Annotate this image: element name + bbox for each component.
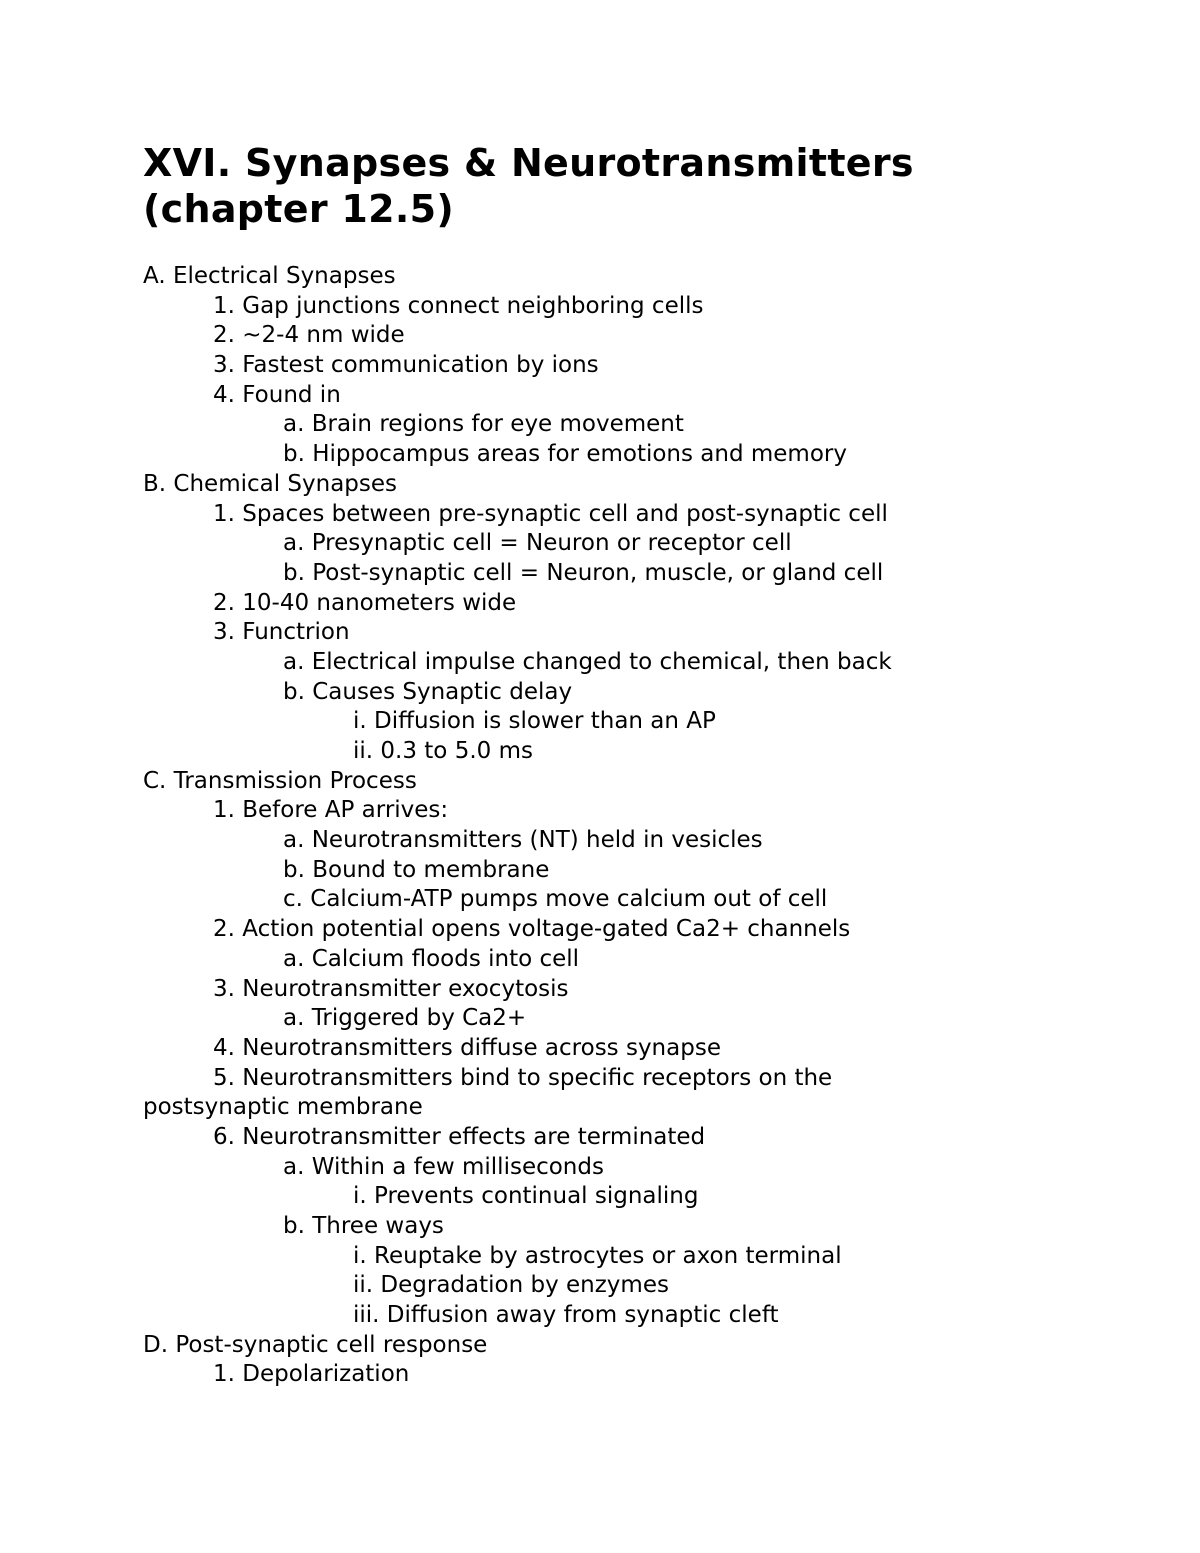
outline-item: 4. Neurotransmitters diffuse across synapse	[213, 1034, 721, 1061]
outline-item: A. Electrical Synapses	[143, 263, 396, 289]
outline-item: C. Transmission Process	[143, 767, 417, 794]
title-line-2: (chapter 12.5)	[143, 187, 455, 231]
outline-item: a. Triggered by Ca2+	[283, 1005, 527, 1032]
outline-item: 2. 10-40 nanometers wide	[213, 589, 517, 616]
outline-item: D. Post-synaptic cell response	[143, 1331, 488, 1358]
outline-item: a. Calcium floods into cell	[283, 945, 580, 972]
outline-item: 1. Depolarization	[213, 1361, 410, 1388]
outline-item: b. Three ways	[283, 1213, 444, 1239]
outline-item: c. Calcium-ATP pumps move calcium out of cell	[283, 886, 828, 913]
outline-item: 5. Neurotransmitters bind to specific receptors on the	[213, 1064, 833, 1091]
outline-item: b. Hippocampus areas for emotions and memory	[283, 441, 847, 468]
outline-item: 2. ~2-4 nm wide	[213, 322, 405, 349]
page-title	[143, 140, 1103, 232]
outline-item: a. Within a few milliseconds	[283, 1153, 604, 1180]
outline-item: b. Causes Synaptic delay	[283, 678, 573, 705]
outline-item: postsynaptic membrane	[143, 1094, 423, 1121]
outline-item: B. Chemical Synapses	[143, 470, 398, 497]
outline-item: a. Brain regions for eye movement	[283, 411, 684, 438]
outline-list	[143, 262, 1103, 1390]
outline-item: a. Presynaptic cell = Neuron or receptor cell	[283, 530, 792, 557]
outline-item: 2. Action potential opens voltage-gated Ca2+ channels	[213, 916, 851, 943]
outline-item: 3. Functrion	[213, 619, 350, 646]
outline-item: ii. 0.3 to 5.0 ms	[353, 738, 533, 764]
outline-item: i. Prevents continual signaling	[353, 1183, 699, 1210]
outline-item: 1. Before AP arrives:	[213, 797, 449, 824]
outline-item: 1. Spaces between pre-synaptic cell and post-synaptic cell	[213, 500, 888, 527]
outline-item: 3. Fastest communication by ions	[213, 352, 599, 379]
outline-item: a. Electrical impulse changed to chemical, then back	[283, 648, 892, 675]
outline-item: iii. Diffusion away from synaptic cleft	[353, 1302, 779, 1329]
outline-item: b. Post-synaptic cell = Neuron, muscle, or gland cell	[283, 559, 884, 586]
outline-item: 4. Found in	[213, 381, 341, 408]
outline-item: a. Neurotransmitters (NT) held in vesicles	[283, 827, 763, 854]
outline-item: ii. Degradation by enzymes	[353, 1272, 669, 1299]
outline-item: 6. Neurotransmitter effects are terminated	[213, 1123, 706, 1150]
outline-item: i. Diffusion is slower than an AP	[353, 708, 716, 735]
title-line-1: XVI. Synapses & Neurotransmitters	[143, 141, 914, 185]
outline-item: i. Reuptake by astrocytes or axon terminal	[353, 1242, 842, 1269]
outline-item: b. Bound to membrane	[283, 856, 550, 883]
outline-item: 1. Gap junctions connect neighboring cells	[213, 292, 704, 319]
outline-item: 3. Neurotransmitter exocytosis	[213, 975, 569, 1002]
